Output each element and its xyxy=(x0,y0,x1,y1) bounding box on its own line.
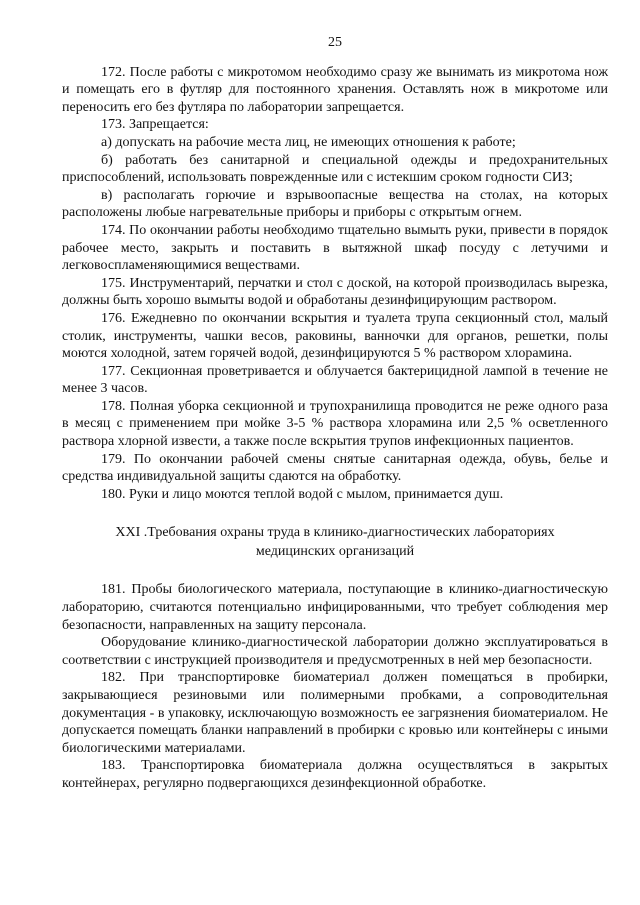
paragraph-175: 175. Инструментарий, перчатки и стол с доской, на которой производилась вырезка, должны быть хорошо вымыты водой и обработаны дезинфицирующим раствором. xyxy=(62,275,608,309)
section-title xyxy=(62,523,608,561)
page-number: 25 xyxy=(328,35,342,50)
section-title-line-1: XXI .Требования охраны труда в клинико-диагностических лабораториях xyxy=(115,525,555,541)
paragraph-177: 177. Секционная проветривается и облучается бактерицидной лампой в течение не менее 3 часов. xyxy=(62,363,608,397)
paragraph-173-a: а) допускать на рабочие места лиц, не имеющих отношения к работе; xyxy=(101,134,516,150)
paragraph-172: 172. После работы с микротомом необходимо сразу же вынимать из микротома нож и помещать его в футляр для постоянного хранения. Оставлять нож в микротоме или переносить его без футляра по лаборатории запрещается. xyxy=(62,64,608,115)
paragraph-183: 183. Транспортировка биоматериала должна осуществляться в закрытых контейнерах, регулярно подвергающихся дезинфекционной обработке. xyxy=(62,758,608,791)
paragraph-174: 174. По окончании работы необходимо тщательно вымыть руки, привести в порядок рабочее место, закрыть и поставить в вытяжной шкаф посуду с летучими и легковоспламеняющимися веществами. xyxy=(62,222,608,274)
document-page xyxy=(62,34,608,793)
paragraph-180: 180. Руки и лицо моются теплой водой с мылом, принимается душ. xyxy=(101,486,504,502)
paragraph-181: 181. Пробы биологического материала, поступающие в клинико-диагностическую лабораторию, считаются потенциально инфицированными, что требует соблюдения мер безопасности, направленных на защиту персонала. xyxy=(62,582,608,633)
paragraph-176: 176. Ежедневно по окончании вскрытия и туалета трупа секционный стол, малый столик, инструменты, чашки весов, раковины, ванночки для органов, решетки, полы моются холодной, затем горячей водой, дезинфицируются 5 % раствором хлорамина. xyxy=(62,310,608,362)
section-title-line-2: медицинских организаций xyxy=(255,544,415,560)
paragraph-179: 179. По окончании рабочей смены снятые санитарная одежда, обувь, белье и средства индивидуальной защиты сдаются на обработку. xyxy=(62,451,608,485)
paragraph-equipment: Оборудование клинико-диагностической лаборатории должно эксплуатироваться в соответствии с инструкцией производителя и предусмотренных в ней мер безопасности. xyxy=(62,635,608,668)
paragraph-173-b: б) работать без санитарной и специальной одежды и предохранительных приспособлений, использовать поврежденные или с истекшим сроком годности СИЗ; xyxy=(62,152,608,186)
paragraph-173-c: в) располагать горючие и взрывоопасные вещества на столах, на которых расположены любые нагревательные приборы и приборы с открытым огнем. xyxy=(62,187,608,221)
paragraph-178: 178. Полная уборка секционной и трупохранилища проводится не реже одного раза в месяц с применением при мойке 3-5 % раствора хлорамина или 2,5 % осветленного раствора хлорной извести, а также после вскрытия трупов инфекционных пациентов. xyxy=(62,398,608,450)
paragraph-182: 182. При транспортировке биоматериал должен помещаться в пробирки, закрывающиеся резиновыми или полимерными пробками, а сопроводительная документация - в упаковку, исключающую возможность ее загрязнения биоматериалом. Не допускается помещать бланки направлений в пробирки с кровью или контейнеры с иными биологическими материалами. xyxy=(62,670,608,756)
paragraph-173: 173. Запрещается: xyxy=(101,117,209,133)
